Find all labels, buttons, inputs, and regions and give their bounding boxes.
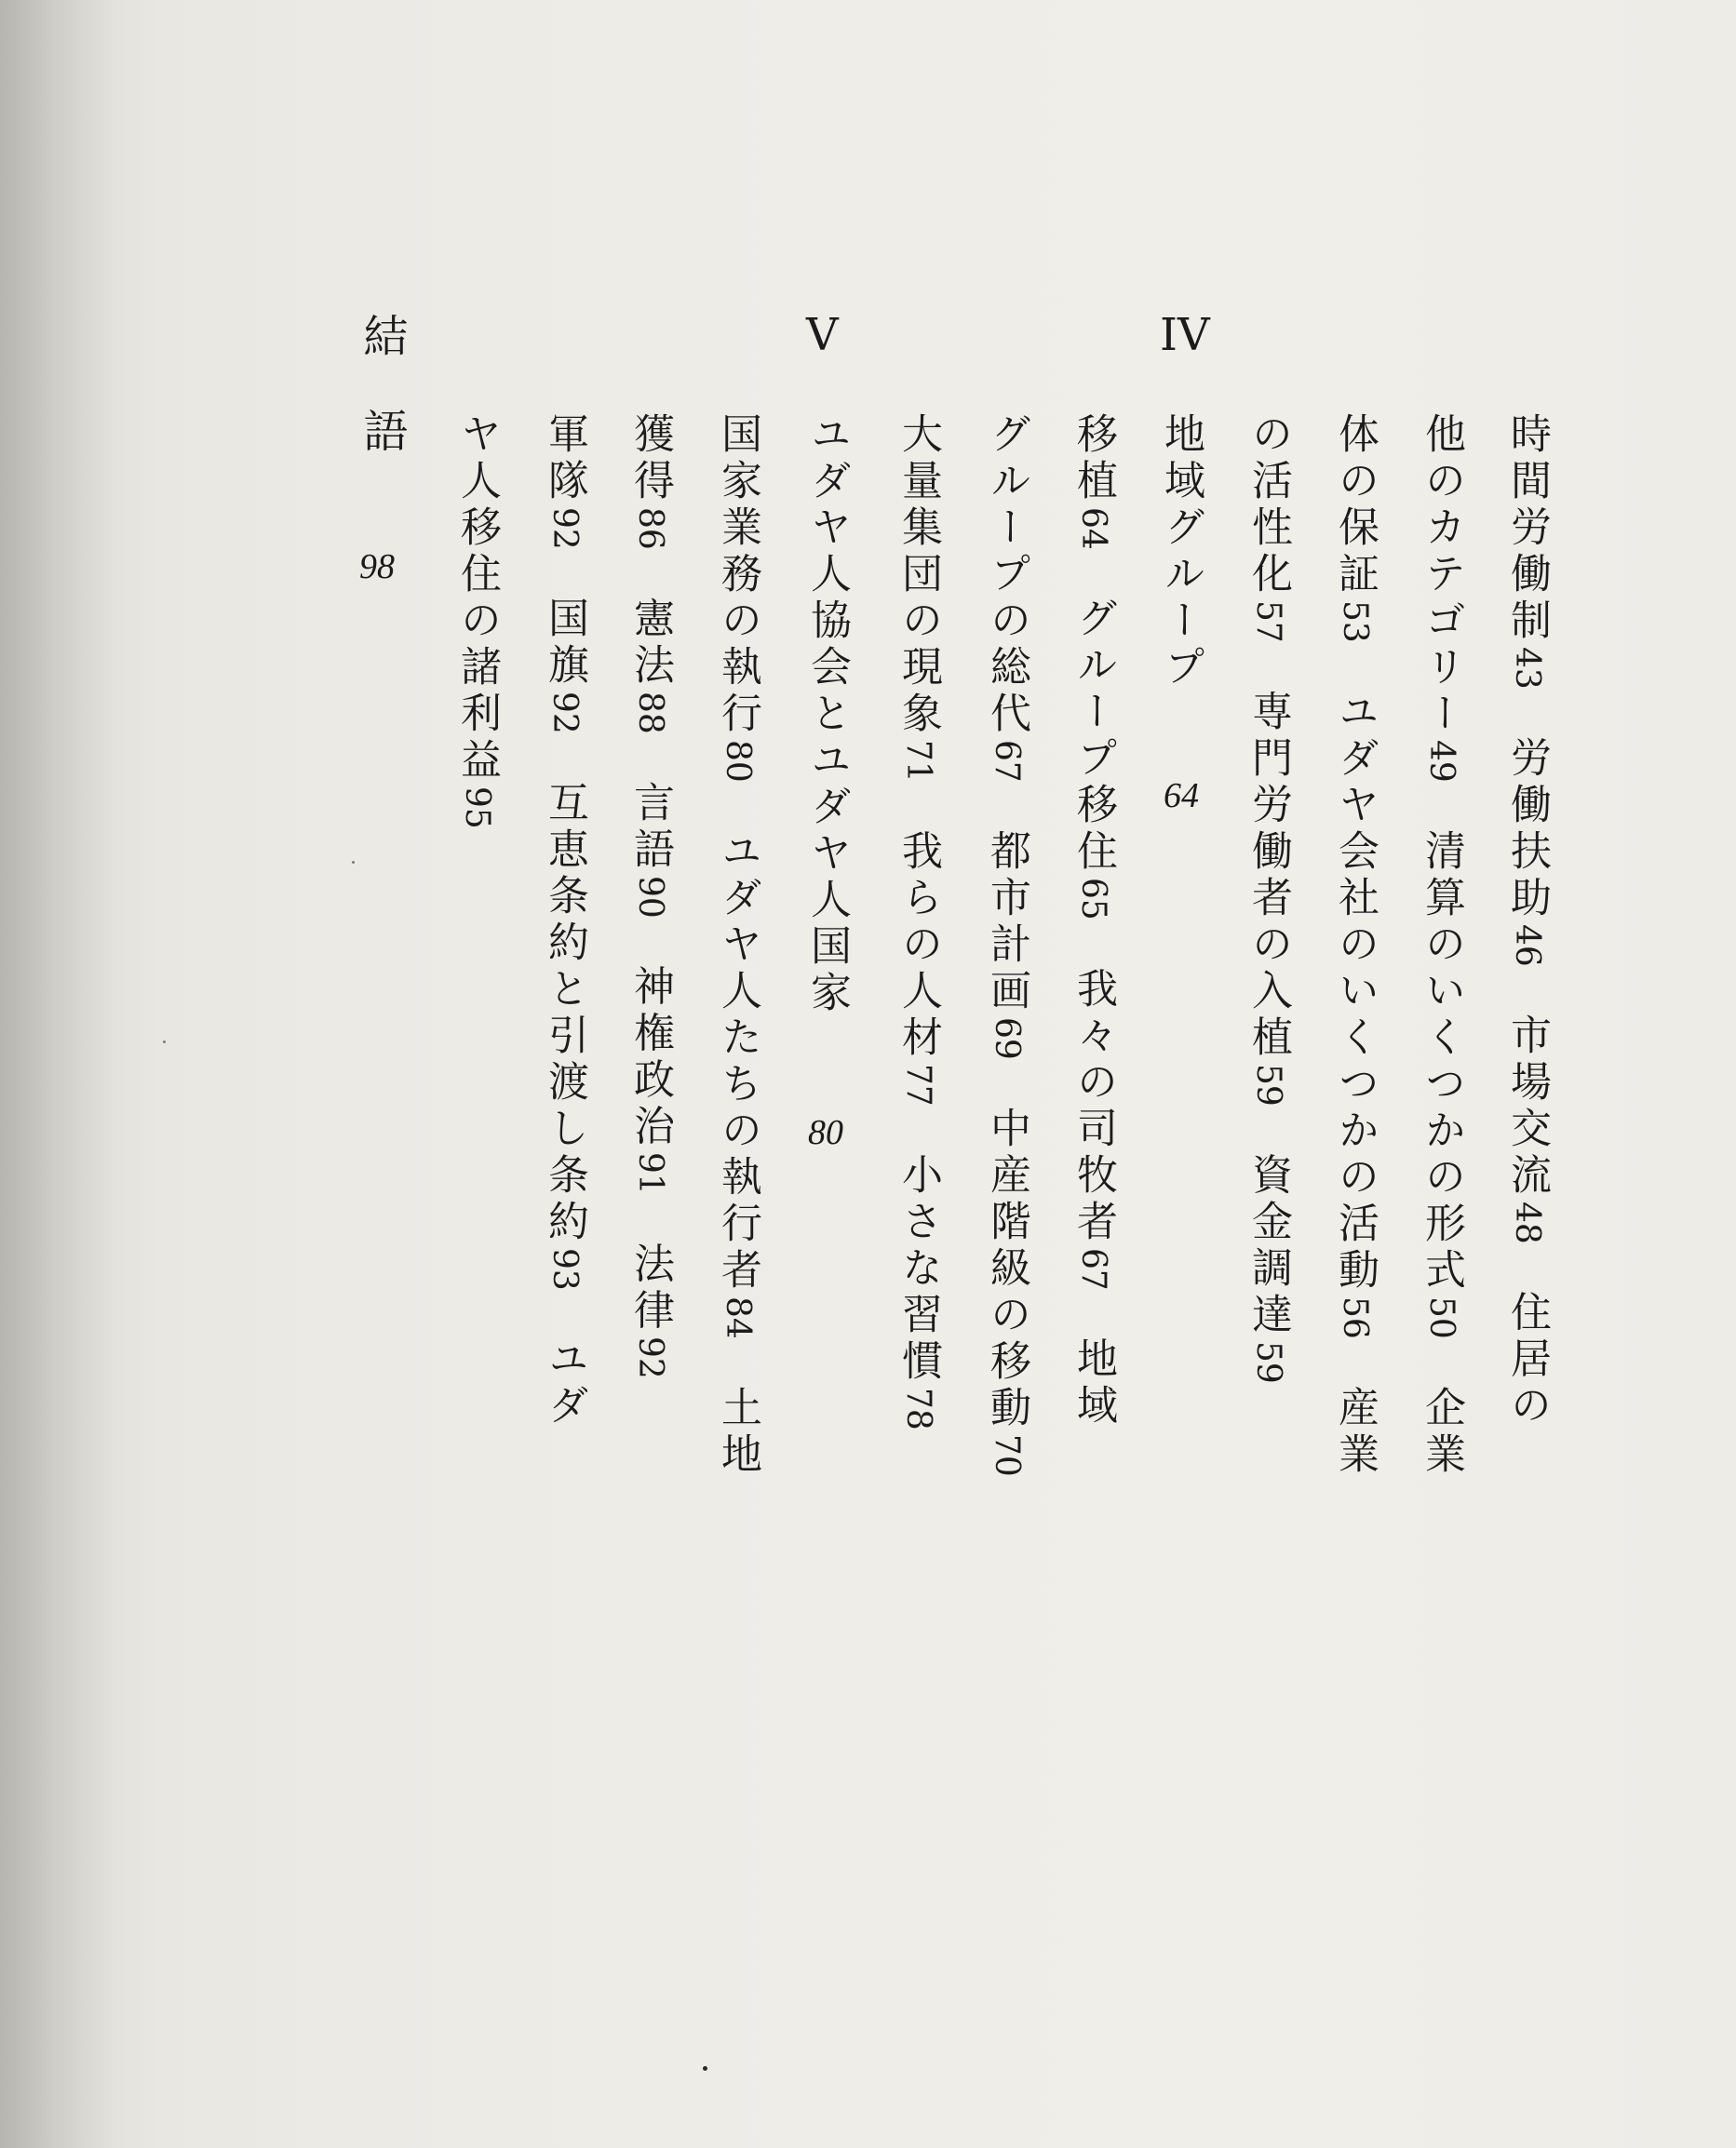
entry-title: 結 bbox=[356, 313, 408, 363]
entry-gap bbox=[1334, 1345, 1375, 1386]
toc-column bbox=[1418, 412, 1465, 1479]
entry-page-number: 90 bbox=[631, 875, 669, 919]
entry-title: グループ移住 bbox=[1070, 596, 1117, 876]
entry-title: ユダヤ人たちの執行者 bbox=[714, 828, 761, 1295]
entry-page-number: 50 bbox=[1422, 1296, 1460, 1339]
entry-page-number: 71 bbox=[899, 740, 937, 783]
conclusion-heading bbox=[356, 313, 408, 458]
entry-gap bbox=[717, 788, 758, 829]
entry-gap bbox=[986, 788, 1027, 829]
entry-page-number: 77 bbox=[899, 1063, 937, 1107]
entry-title: 企業 bbox=[1418, 1385, 1465, 1479]
entry-page-number: 53 bbox=[1336, 600, 1374, 643]
entry-title: 憲法 bbox=[626, 596, 674, 690]
entry-title: 労働扶助 bbox=[1503, 735, 1551, 922]
entry-title: 我々の司牧者 bbox=[1070, 966, 1117, 1246]
entry-page-number: 88 bbox=[631, 691, 669, 734]
entry-gap bbox=[897, 1112, 938, 1153]
entry-gap bbox=[629, 1201, 670, 1242]
entry-title: 他のカテゴリー bbox=[1418, 412, 1465, 738]
entry-title: 専門労働者の入植 bbox=[1245, 689, 1292, 1062]
entry-title: 国家業務の執行 bbox=[714, 412, 761, 738]
toc-column bbox=[541, 412, 588, 1430]
entry-title: 軍隊 bbox=[541, 412, 588, 505]
toc-column bbox=[983, 412, 1030, 1482]
entry-title: 時間労働制 bbox=[1503, 412, 1551, 645]
entry-page-number: 43 bbox=[1508, 647, 1546, 690]
toc-section-title bbox=[1157, 412, 1204, 691]
toc-column bbox=[1070, 412, 1117, 1430]
entry-page-number: 69 bbox=[988, 1016, 1026, 1060]
entry-page-number: 59 bbox=[1249, 1340, 1287, 1384]
entry-page-number: 67 bbox=[1074, 1247, 1112, 1291]
entry-gap bbox=[1334, 649, 1375, 690]
entry-page-number: 70 bbox=[988, 1433, 1026, 1477]
paper-speck bbox=[352, 861, 355, 864]
toc-section-title bbox=[803, 412, 851, 1017]
entry-gap bbox=[359, 363, 404, 408]
entry-gap bbox=[1072, 926, 1113, 967]
entry-gap bbox=[717, 1345, 758, 1386]
entry-page-number: 46 bbox=[1508, 923, 1546, 967]
entry-title: 中産階級の移動 bbox=[983, 1106, 1030, 1432]
entry-page-number: 84 bbox=[719, 1296, 757, 1339]
entry-page-number: 86 bbox=[631, 507, 669, 550]
part-v-page-number: 80 bbox=[808, 1113, 843, 1152]
entry-title: 大量集団の現象 bbox=[895, 412, 942, 738]
part-v-heading: V bbox=[806, 309, 839, 361]
entry-page-number: 65 bbox=[1074, 877, 1112, 920]
entry-page-number: 93 bbox=[545, 1247, 584, 1291]
entry-gap bbox=[1420, 788, 1461, 829]
entry-gap bbox=[986, 1066, 1027, 1107]
entry-gap bbox=[1072, 556, 1113, 597]
entry-title: 獲得 bbox=[626, 412, 674, 505]
entry-gap bbox=[629, 740, 670, 781]
entry-title: 法律 bbox=[626, 1242, 674, 1336]
entry-title: 地域 bbox=[1070, 1336, 1117, 1430]
entry-page-number: 48 bbox=[1508, 1201, 1546, 1244]
entry-title: 国旗 bbox=[541, 596, 588, 690]
entry-page-number: 59 bbox=[1249, 1063, 1287, 1107]
toc-column bbox=[453, 412, 501, 835]
toc-column bbox=[626, 412, 674, 1385]
entry-title: 資金調達 bbox=[1245, 1152, 1292, 1339]
paper-speck bbox=[163, 1040, 166, 1043]
part-iv-heading: IV bbox=[1160, 309, 1210, 361]
entry-title: 体の保証 bbox=[1331, 412, 1379, 598]
part-iv-page-number: 64 bbox=[1164, 776, 1199, 815]
entry-title: 神権政治 bbox=[626, 964, 674, 1151]
entry-gap bbox=[1420, 1345, 1461, 1386]
toc-column bbox=[714, 412, 761, 1479]
entry-page-number: 78 bbox=[899, 1387, 937, 1430]
entry-page-number: 92 bbox=[545, 507, 584, 550]
entry-title: ユダ bbox=[541, 1336, 588, 1430]
entry-title: 住居の bbox=[1503, 1290, 1551, 1430]
entry-title: 我らの人材 bbox=[895, 828, 942, 1062]
entry-gap bbox=[1247, 1112, 1288, 1153]
entry-title: 産業 bbox=[1331, 1385, 1379, 1479]
entry-gap bbox=[1247, 649, 1288, 690]
entry-title: 地域グループ bbox=[1157, 412, 1204, 691]
entry-gap bbox=[1506, 1249, 1547, 1290]
conclusion-page-number: 98 bbox=[359, 547, 395, 586]
entry-title: 互恵条約と引渡し条約 bbox=[541, 780, 588, 1246]
entry-gap bbox=[1072, 1296, 1113, 1336]
entry-page-number: 95 bbox=[458, 786, 496, 829]
entry-gap bbox=[544, 1296, 585, 1336]
entry-gap bbox=[1506, 695, 1547, 736]
entry-gap bbox=[629, 923, 670, 964]
entry-page-number: 49 bbox=[1422, 740, 1460, 783]
entry-page-number: 64 bbox=[1074, 507, 1112, 550]
entry-gap bbox=[629, 556, 670, 597]
entry-title: 言語 bbox=[626, 780, 674, 874]
toc-column bbox=[1331, 412, 1379, 1479]
entry-title: ユダヤ人協会とユダヤ人国家 bbox=[803, 412, 851, 1017]
toc-column bbox=[1503, 412, 1551, 1430]
entry-title: 清算のいくつかの形式 bbox=[1418, 828, 1465, 1295]
entry-title: 都市計画 bbox=[983, 828, 1030, 1015]
entry-page-number: 80 bbox=[719, 740, 757, 783]
entry-title: 語 bbox=[356, 408, 408, 458]
entry-gap bbox=[897, 788, 938, 829]
entry-title: 土地 bbox=[714, 1385, 761, 1479]
entry-gap bbox=[544, 740, 585, 781]
entry-title: ヤ人移住の諸利益 bbox=[453, 412, 501, 785]
entry-page-number: 57 bbox=[1249, 600, 1287, 643]
entry-title: ユダヤ会社のいくつかの活動 bbox=[1331, 689, 1379, 1295]
entry-title: 市場交流 bbox=[1503, 1013, 1551, 1200]
entry-title: 小さな習慣 bbox=[895, 1152, 942, 1386]
paper-speck bbox=[703, 2066, 707, 2071]
toc-column bbox=[895, 412, 942, 1435]
entry-gap bbox=[544, 556, 585, 597]
entry-title: の活性化 bbox=[1245, 412, 1292, 598]
entry-page-number: 56 bbox=[1336, 1296, 1374, 1339]
entry-page-number: 92 bbox=[545, 691, 584, 734]
toc-column bbox=[1245, 412, 1292, 1389]
entry-page-number: 67 bbox=[988, 740, 1026, 783]
entry-page-number: 91 bbox=[631, 1152, 669, 1196]
entry-title: グループの総代 bbox=[983, 412, 1030, 738]
entry-title: 移植 bbox=[1070, 412, 1117, 505]
entry-page-number: 92 bbox=[631, 1336, 669, 1380]
entry-gap bbox=[1506, 973, 1547, 1014]
